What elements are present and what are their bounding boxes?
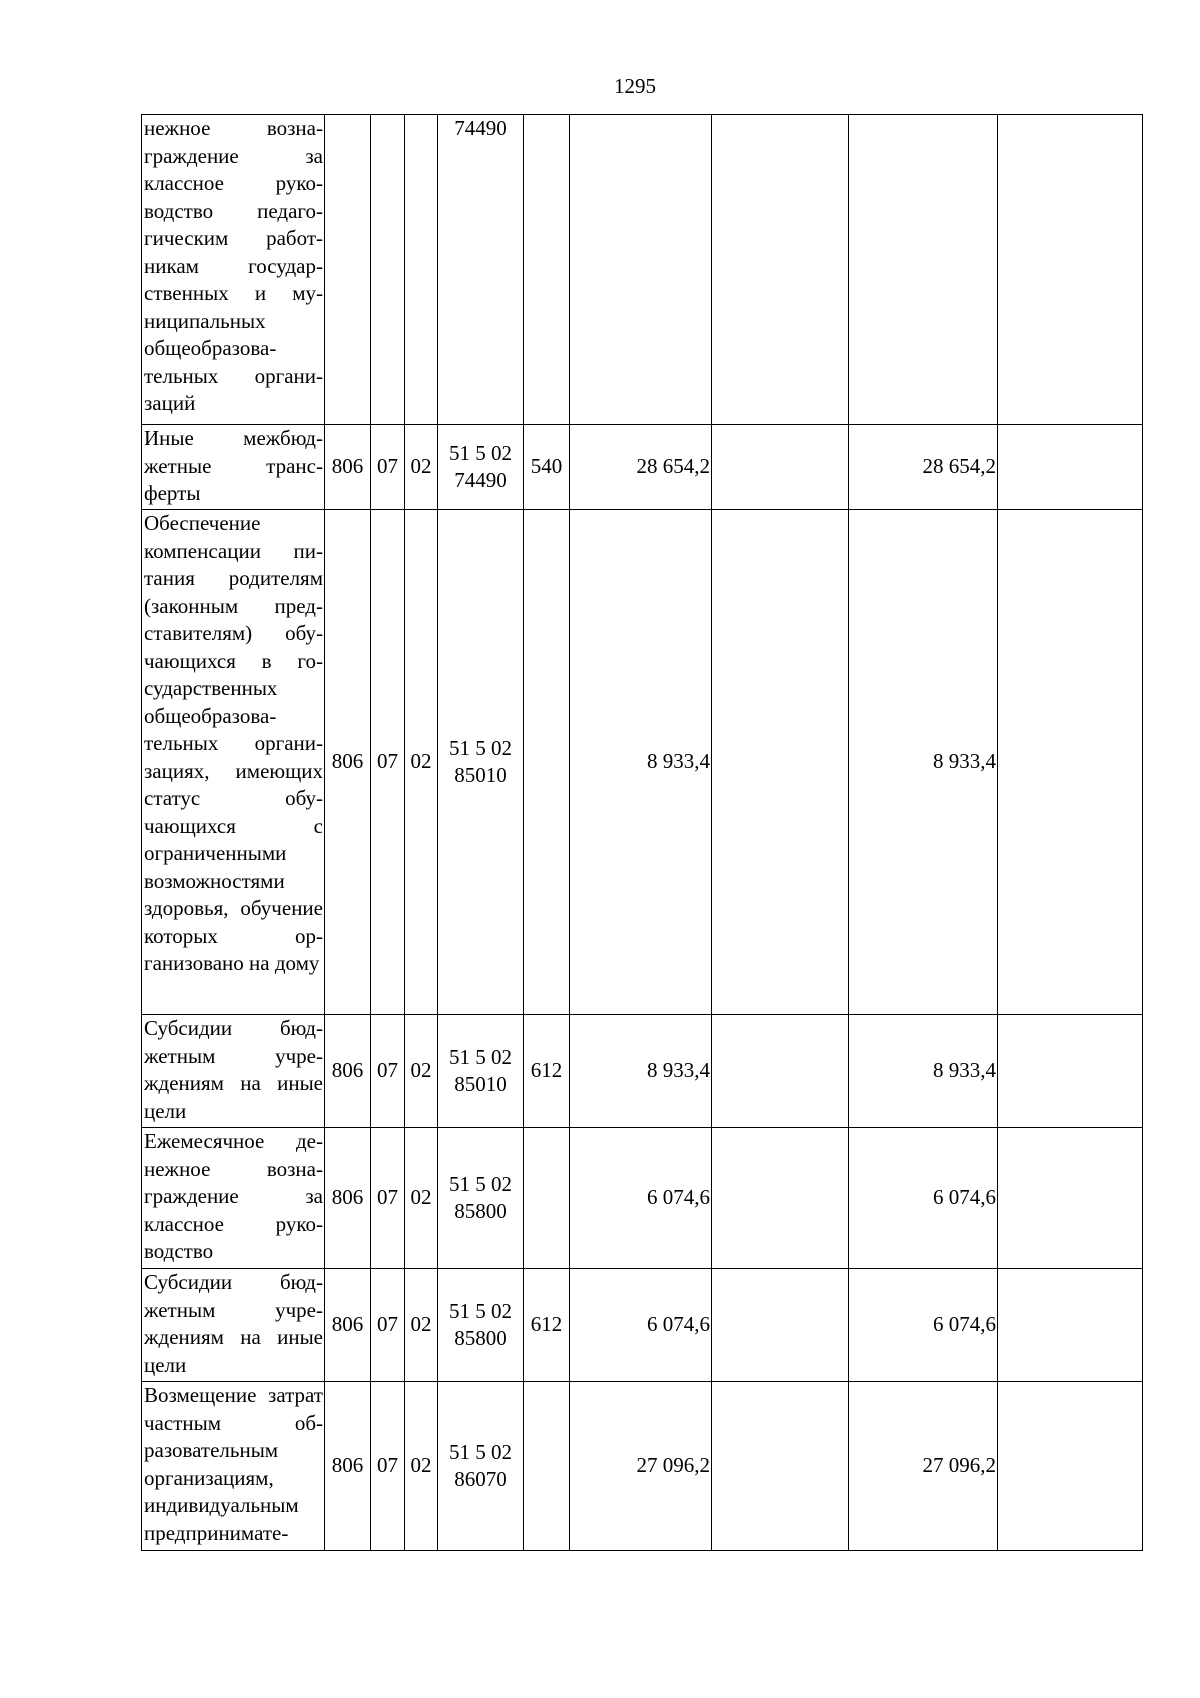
target-article-line1: 51 5 02 xyxy=(449,1045,512,1069)
amount-col4-cell xyxy=(998,1015,1143,1128)
target-article-cell xyxy=(438,1269,524,1382)
target-article-cell xyxy=(438,510,524,1015)
target-article-cell xyxy=(438,1382,524,1551)
table-row xyxy=(142,115,1143,425)
amount-col3-cell: 6 074,6 xyxy=(849,1269,998,1382)
amount-total-cell xyxy=(570,115,712,425)
amount-col2-cell xyxy=(712,1269,849,1382)
ministry-code-cell: 806 xyxy=(325,1382,371,1551)
target-article-cell xyxy=(438,425,524,510)
subsection-code-cell: 02 xyxy=(405,425,438,510)
row-name-cell: Обеспечение компенсации питания родителям (законным представителям) обучающихся в государственных общеобразовательных организациях, имеющих статус обучающихся с ограниченными возможностями здоровья, обучение которых организовано на дому xyxy=(142,510,325,1015)
row-name-cell: Возмещение затрат частным образовательным организациям, индивидуальным предпринимате- xyxy=(142,1382,325,1551)
expense-type-cell xyxy=(524,510,570,1015)
section-code-cell: 07 xyxy=(371,425,405,510)
amount-col4-cell xyxy=(998,115,1143,425)
row-name-cell: Субсидии бюджетным учреждениям на иные цели xyxy=(142,1015,325,1128)
target-article-line1: 74490 xyxy=(454,116,507,140)
amount-total-cell: 8 933,4 xyxy=(570,510,712,1015)
target-article-cell xyxy=(438,1015,524,1128)
amount-col3-cell xyxy=(849,115,998,425)
section-code-cell: 07 xyxy=(371,1382,405,1551)
subsection-code-cell: 02 xyxy=(405,1128,438,1269)
table-row xyxy=(142,1382,1143,1551)
target-article-line2: 85800 xyxy=(454,1199,507,1223)
amount-col2-cell xyxy=(712,425,849,510)
expense-type-cell: 612 xyxy=(524,1015,570,1128)
target-article-line2: 85800 xyxy=(454,1326,507,1350)
target-article-cell xyxy=(438,1128,524,1269)
amount-col4-cell xyxy=(998,510,1143,1015)
expense-type-cell xyxy=(524,1382,570,1551)
budget-table xyxy=(141,114,1143,1551)
expense-type-cell xyxy=(524,115,570,425)
subsection-code-cell: 02 xyxy=(405,1382,438,1551)
amount-col3-cell: 8 933,4 xyxy=(849,510,998,1015)
target-article-line1: 51 5 02 xyxy=(449,1172,512,1196)
subsection-code-cell: 02 xyxy=(405,1015,438,1128)
row-name-cell: Субсидии бюджетным учреждениям на иные цели xyxy=(142,1269,325,1382)
subsection-code-cell xyxy=(405,115,438,425)
amount-col3-cell: 8 933,4 xyxy=(849,1015,998,1128)
subsection-code-cell: 02 xyxy=(405,1269,438,1382)
ministry-code-cell: 806 xyxy=(325,510,371,1015)
ministry-code-cell: 806 xyxy=(325,1269,371,1382)
amount-col3-cell: 27 096,2 xyxy=(849,1382,998,1551)
table-row xyxy=(142,1015,1143,1128)
amount-col2-cell xyxy=(712,1015,849,1128)
amount-total-cell: 8 933,4 xyxy=(570,1015,712,1128)
row-name-cell: Ежемесячное денежное вознаграждение за классное руководство xyxy=(142,1128,325,1269)
table-row xyxy=(142,1128,1143,1269)
table-row xyxy=(142,425,1143,510)
expense-type-cell: 540 xyxy=(524,425,570,510)
ministry-code-cell xyxy=(325,115,371,425)
section-code-cell: 07 xyxy=(371,1269,405,1382)
expense-type-cell xyxy=(524,1128,570,1269)
amount-total-cell: 28 654,2 xyxy=(570,425,712,510)
row-name-cell: нежное вознаграждение за классное руководство педагогическим работникам государственных и муниципальных общеобразовательных организаций xyxy=(142,115,325,425)
section-code-cell: 07 xyxy=(371,510,405,1015)
target-article-line2: 86070 xyxy=(454,1467,507,1491)
amount-col3-cell: 6 074,6 xyxy=(849,1128,998,1269)
ministry-code-cell: 806 xyxy=(325,1128,371,1269)
target-article-line2: 85010 xyxy=(454,1072,507,1096)
amount-total-cell: 6 074,6 xyxy=(570,1269,712,1382)
amount-total-cell: 27 096,2 xyxy=(570,1382,712,1551)
table-row xyxy=(142,1269,1143,1382)
target-article-cell xyxy=(438,115,524,425)
amount-total-cell: 6 074,6 xyxy=(570,1128,712,1269)
section-code-cell: 07 xyxy=(371,1015,405,1128)
target-article-line1: 51 5 02 xyxy=(449,1299,512,1323)
table-row xyxy=(142,510,1143,1015)
expense-type-cell: 612 xyxy=(524,1269,570,1382)
ministry-code-cell: 806 xyxy=(325,425,371,510)
ministry-code-cell: 806 xyxy=(325,1015,371,1128)
amount-col4-cell xyxy=(998,425,1143,510)
amount-col2-cell xyxy=(712,1128,849,1269)
target-article-line1: 51 5 02 xyxy=(449,441,512,465)
page-number: 1295 xyxy=(614,74,656,98)
amount-col2-cell xyxy=(712,510,849,1015)
amount-col2-cell xyxy=(712,1382,849,1551)
target-article-line2: 74490 xyxy=(454,468,507,492)
amount-col4-cell xyxy=(998,1382,1143,1551)
subsection-code-cell: 02 xyxy=(405,510,438,1015)
amount-col3-cell: 28 654,2 xyxy=(849,425,998,510)
section-code-cell: 07 xyxy=(371,1128,405,1269)
amount-col2-cell xyxy=(712,115,849,425)
amount-col4-cell xyxy=(998,1269,1143,1382)
amount-col4-cell xyxy=(998,1128,1143,1269)
target-article-line1: 51 5 02 xyxy=(449,736,512,760)
target-article-line1: 51 5 02 xyxy=(449,1440,512,1464)
row-name-cell: Иные межбюджетные трансферты xyxy=(142,425,325,510)
target-article-line2: 85010 xyxy=(454,763,507,787)
section-code-cell xyxy=(371,115,405,425)
